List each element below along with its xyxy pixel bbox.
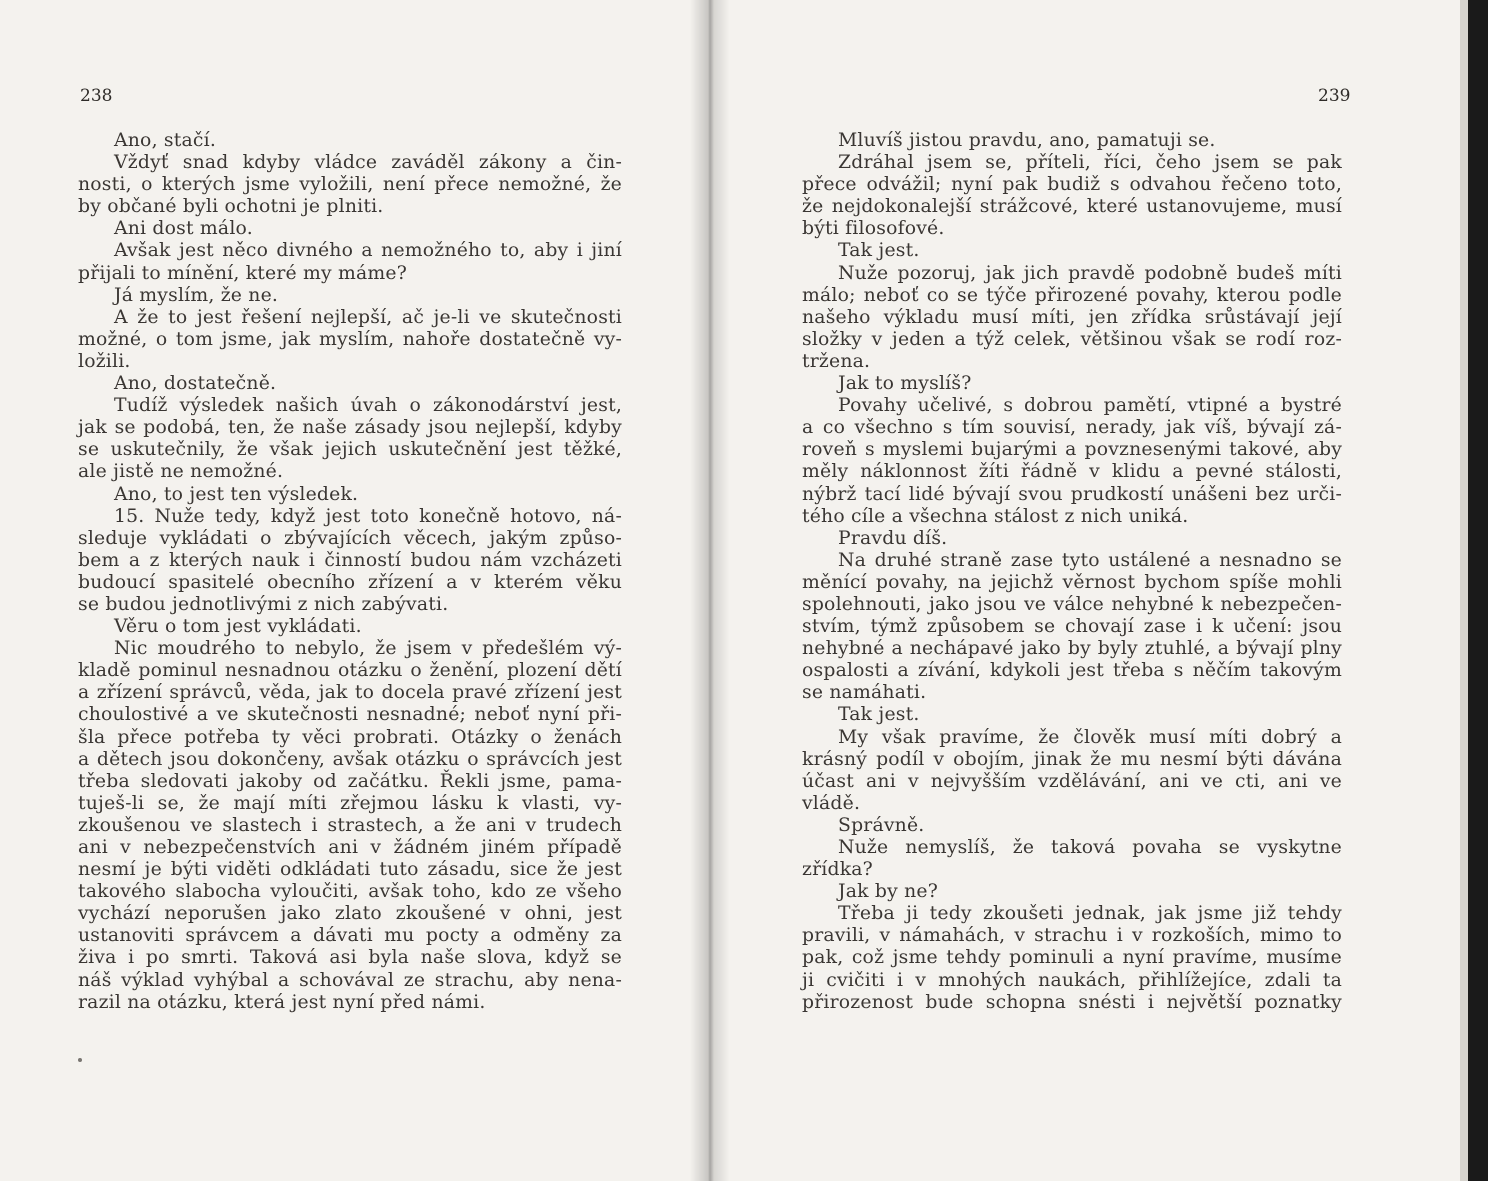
- text-line: třeba sledovati jakoby od začátku. Řekli jsme, pama-: [78, 770, 622, 792]
- text-line: Tak jest.: [838, 240, 920, 262]
- text-line: se budou jednotlivými z nich zabývati.: [78, 593, 449, 615]
- text-line: ji cvičiti i v mnohých naukách, přihlížejíce, zdali ta: [802, 969, 1342, 991]
- text-line: málo; neboť co se týče přirozené povahy, kterou podle: [802, 284, 1342, 306]
- text-line: Nuže nemyslíš, že taková povaha se vyskytne: [838, 837, 1342, 858]
- text-line: ospalosti a zívání, kdykoli jest třeba s něčím takovým: [802, 660, 1342, 682]
- text-line: nýbrž tací lidé bývají svou prudkostí unášeni bez urči-: [802, 483, 1342, 505]
- text-line: choulostivé a ve skutečnosti nesnadné; neboť nyní při-: [78, 704, 622, 726]
- text-line: budoucí spasitelé obecního zřízení a v kterém věku: [78, 571, 622, 593]
- text-line: ložili.: [78, 350, 131, 372]
- text-line: vychází neporušen jako zlato zkoušené v ohni, jest: [78, 903, 622, 925]
- text-line: by občané byli ochotni je plniti.: [78, 196, 384, 218]
- text-line: Avšak jest něco divného a nemožného to, aby i jiní: [114, 240, 622, 262]
- text-line: šla přece potřeba ty věci probrati. Otázky o ženách: [78, 726, 622, 748]
- text-line: spolehnouti, jako jsou ve válce nehybné k nebezpečen-: [802, 593, 1342, 615]
- text-line: Jak to myslíš?: [838, 373, 972, 395]
- text-line: Tudíž výsledek našich úvah o zákonodárství jest,: [114, 395, 622, 417]
- text-line: Ani dost málo.: [114, 218, 253, 240]
- text-line: měly náklonnost žíti řádně v klidu a pevné stálosti,: [802, 461, 1342, 483]
- text-line: krásný podíl v obojím, jinak že mu nesmí býti dávána: [802, 748, 1342, 770]
- text-line: náš výklad vyhýbal a schovával ze strachu, aby nena-: [78, 969, 622, 991]
- text-line: Tak jest.: [838, 704, 920, 726]
- text-line: Povahy učelivé, s dobrou pamětí, vtipné a bystré: [838, 395, 1342, 417]
- text-line: Vždyť snad kdyby vládce zaváděl zákony a čin-: [114, 152, 622, 174]
- text-line: A že to jest řešení nejlepší, ač je-li ve skutečnosti: [114, 306, 622, 328]
- text-line: bem a z kterých nauk i činností budou nám vzcházeti: [78, 549, 622, 571]
- text-line: účast ani v nejvyšším vzdělávání, ani ve cti, ani ve: [802, 770, 1342, 792]
- text-line: se namáhati.: [802, 682, 927, 704]
- text-line: stvím, týmž způsobem se chovají zase i k učení: jsou: [802, 616, 1342, 638]
- text-line: složky v jeden a týž celek, většinou však se rodí roz-: [802, 328, 1342, 350]
- text-line: býti filosofové.: [802, 218, 945, 240]
- text-line: nesmí je býti viděti odkládati tuto zásadu, sice že jest: [78, 859, 622, 881]
- text-line: našeho výkladu musí míti, jen zřídka srůstávají její: [802, 306, 1342, 328]
- text-line: živa i po smrti. Taková asi byla naše slova, když se: [78, 947, 622, 969]
- text-line: Na druhé straně zase tyto ustálené a nesnadno se: [838, 549, 1342, 571]
- text-line: tého cíle a všechna stálost z nich uniká.: [802, 505, 1189, 527]
- text-line: takového slabocha vyloučiti, avšak toho, kdo ze všeho: [78, 881, 622, 903]
- text-line: ani v nebezpečenstvích ani v žádném jiném případě: [78, 837, 622, 858]
- text-line: Pravdu díš.: [838, 527, 948, 549]
- text-line: Nuže pozoruj, jak jich pravdě podobně budeš míti: [838, 262, 1342, 284]
- page-number-left: 238: [80, 86, 113, 106]
- text-line: jak se podobá, ten, že naše zásady jsou nejlepší, kdyby: [78, 417, 622, 439]
- text-line: tuješ-li se, že mají míti zřejmou lásku k vlasti, vy-: [78, 792, 622, 814]
- text-line: že nejdokonalejší strážcové, které ustanovujeme, musí: [802, 196, 1342, 218]
- text-line: ale jistě ne nemožné.: [78, 461, 284, 483]
- text-line: Nic moudrého to nebylo, že jsem v předešlém vý-: [114, 638, 622, 660]
- text-line: a dětech jsou dokončeny, avšak otázku o správcích jest: [78, 748, 622, 770]
- text-line: ustanoviti správcem a dávati mu pocty a odměny za: [78, 925, 622, 947]
- left-page-text: [78, 130, 622, 1014]
- text-line: Zdráhal jsem se, příteli, říci, čeho jsem se pak: [838, 152, 1342, 174]
- text-line: přijali to mínění, které my máme?: [78, 262, 407, 284]
- text-line: Ano, dostatečně.: [114, 373, 277, 395]
- text-line: kladě pominul nesnadnou otázku o ženění, plození dětí: [78, 660, 622, 682]
- text-line: zřídka?: [802, 859, 873, 881]
- right-page-text: [802, 130, 1342, 1014]
- text-line: přece odvážil; nyní pak budiž s odvahou řečeno toto,: [802, 174, 1342, 196]
- text-line: zkoušenou ve slastech i strastech, a že ani v trudech: [78, 814, 622, 836]
- scan-border: [1468, 0, 1488, 1181]
- right-page: [710, 0, 1470, 1181]
- text-line: vládě.: [802, 792, 861, 814]
- text-line: sleduje vykládati o zbývajících věcech, jakým způso-: [78, 527, 622, 549]
- text-line: se uskutečnily, že však jejich uskutečnění jest těžké,: [78, 439, 622, 461]
- text-line: roveň s myslemi bujarými a povznesenými takové, aby: [802, 439, 1342, 461]
- text-line: měnící povahy, na jejichž věrnost bychom spíše mohli: [802, 571, 1342, 593]
- text-line: razil na otázku, která jest nyní před námi.: [78, 991, 486, 1013]
- text-line: My však pravíme, že člověk musí míti dobrý a: [838, 726, 1342, 748]
- text-line: Mluvíš jistou pravdu, ano, pamatuji se.: [838, 130, 1216, 151]
- text-line: pak, což jsme tehdy pominuli a nyní pravíme, musíme: [802, 947, 1342, 969]
- book-gutter: [690, 0, 730, 1181]
- text-line: 15. Nuže tedy, když jest toto konečně hotovo, ná-: [114, 505, 622, 527]
- text-line: možné, o tom jsme, jak myslím, nahoře dostatečně vy-: [78, 328, 622, 350]
- text-line: tržena.: [802, 350, 871, 372]
- text-line: Ano, stačí.: [114, 130, 216, 151]
- left-page: [0, 0, 710, 1181]
- text-line: Jak by ne?: [838, 881, 938, 903]
- text-line: přirozenost bude schopna snésti i největší poznatky: [802, 991, 1342, 1013]
- text-line: a co všechno s tím souvisí, nerady, jak víš, bývají zá-: [802, 417, 1342, 439]
- page-number-right: 239: [1318, 86, 1351, 106]
- text-line: Já myslím, že ne.: [114, 284, 279, 306]
- page-edge: [1460, 0, 1468, 1181]
- text-line: Správně.: [838, 814, 925, 836]
- text-line: Věru o tom jest vykládati.: [114, 616, 362, 638]
- text-line: Ano, to jest ten výsledek.: [114, 483, 359, 505]
- text-line: pravili, v námahách, v strachu i v rozkoších, mimo to: [802, 925, 1342, 947]
- text-line: a zřízení správců, věda, jak to docela pravé zřízení jest: [78, 682, 622, 704]
- specks: [78, 1058, 82, 1062]
- text-line: nosti, o kterých jsme vyložili, není přece nemožné, že: [78, 174, 622, 196]
- text-line: nehybné a nechápavé jako by byly ztuhlé, a bývají plny: [802, 638, 1342, 660]
- text-line: Třeba ji tedy zkoušeti jednak, jak jsme již tehdy: [838, 903, 1342, 925]
